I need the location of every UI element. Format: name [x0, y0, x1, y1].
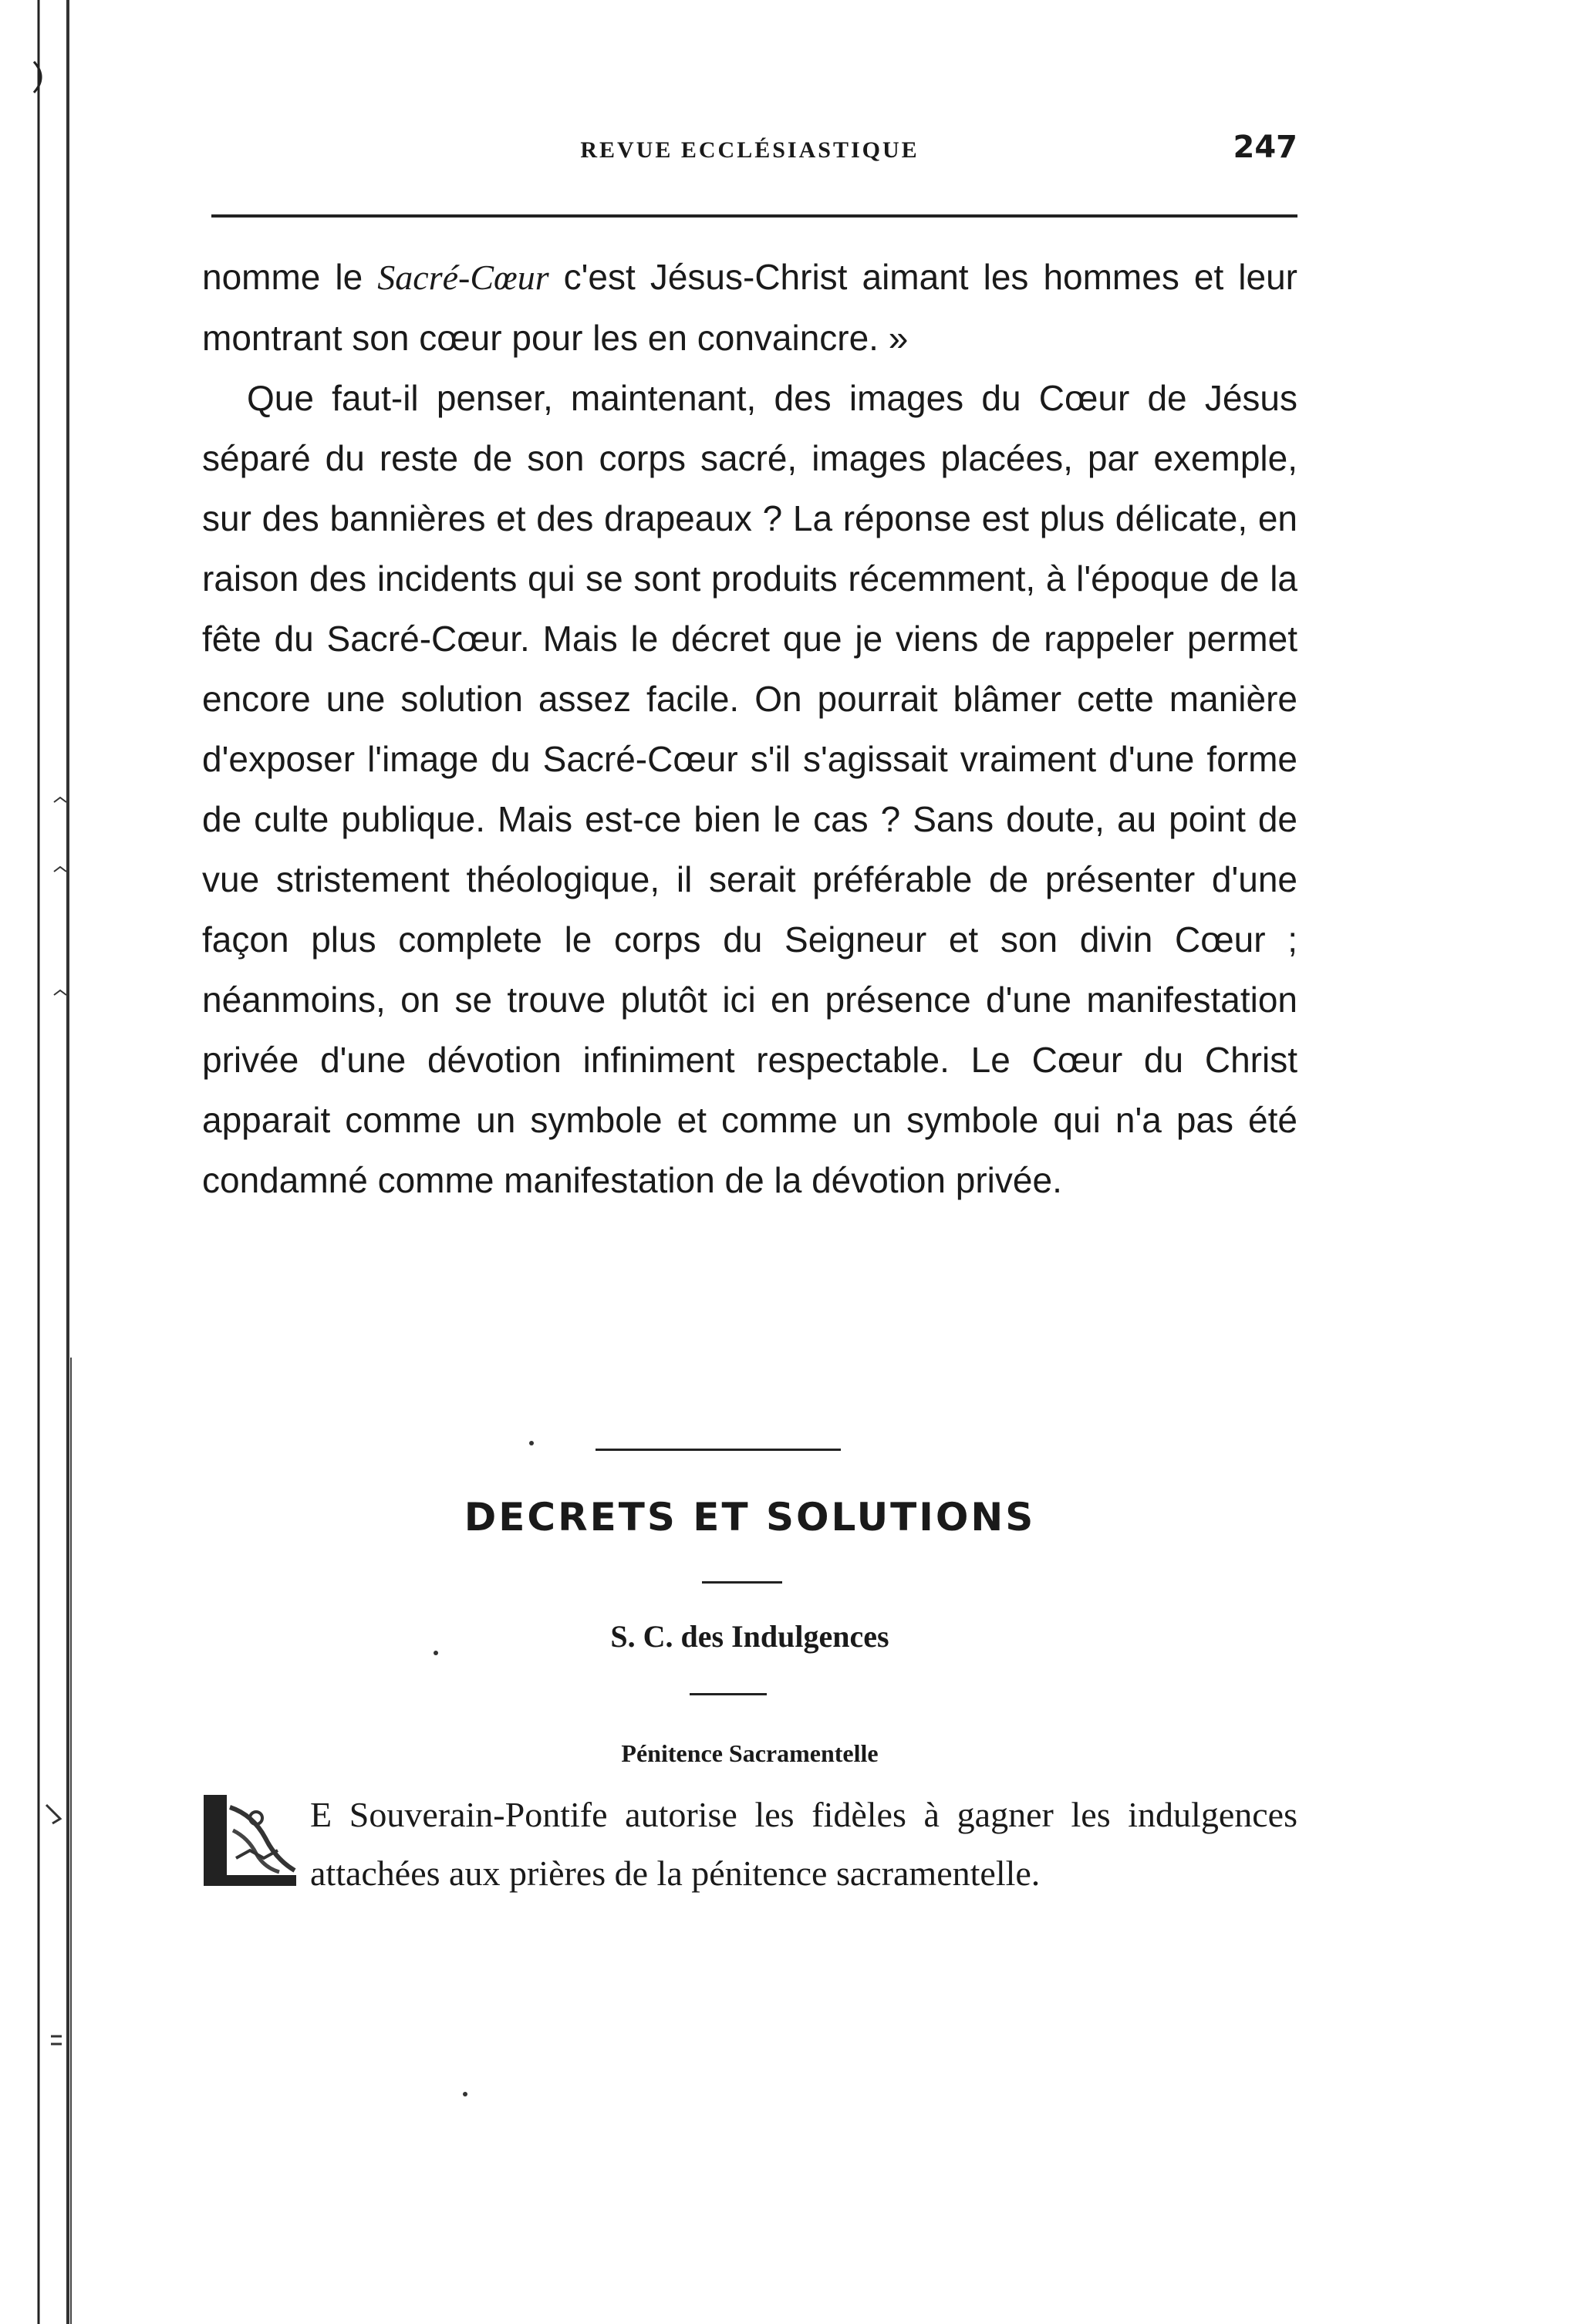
minor-title: Pénitence Sacramentelle — [621, 1739, 879, 1767]
running-title: REVUE ECCLÉSIASTIQUE — [580, 137, 919, 163]
subsection-title: S. C. des Indulgences — [610, 1619, 889, 1654]
paragraph-2: Que faut-il penser, maintenant, des images du Cœur de Jésus séparé du reste de son corps sacré, images placées, par exemple, sur des bannières et des drapeaux ? La réponse est plus délicate, en raison des incidents qui se sont produits récemment, à l'époque de la fête du Sacré-Cœur. Mais le décret que je viens de rappeler permet encore une solution assez facile. On pourrait blâmer cette manière d'exposer l'image du Sacré-Cœur s'il s'agissait vraiment d'une forme de culte publique. Mais est-ce bien le cas ? Sans doute, au point de vue stristement théologique, il serait préférable de présenter d'une façon plus complete le corps du Seigneur et son divin Cœur ; néanmoins, on se trouve plutôt ici en présence d'une manifestation privée d'une dévotion infiniment respectable. Le Cœur du Christ apparait comme un symbole et comme un symbole qui n'a pas été condamné comme manifestation de la dévotion privée. — [202, 378, 1297, 1200]
italic-term: Sacré-Cœur — [377, 258, 549, 297]
paragraph-1-end: c'est Jésus-Christ aimant les hommes et leur montrant son cœur pour les en convaincre. » — [202, 257, 1297, 358]
section-title: DECRETS ET SOLUTIONS — [464, 1495, 1036, 1540]
binding-edge — [0, 0, 85, 2324]
paragraph-1 — [202, 247, 1297, 368]
paragraph-1-start: nomme le — [202, 257, 378, 297]
ink-speck — [463, 2092, 467, 2096]
page-number: 247 — [1233, 130, 1297, 165]
page — [202, 0, 1297, 2324]
running-head — [202, 130, 1297, 176]
decree-paragraph — [202, 1786, 1297, 1903]
body-text — [202, 247, 1297, 1210]
section-short-rule — [702, 1581, 782, 1584]
section-divider-rule — [596, 1449, 841, 1451]
header-rule — [211, 214, 1297, 218]
drop-cap-ornament — [202, 1792, 302, 1892]
subsection-short-rule — [690, 1693, 767, 1695]
ink-speck — [529, 1441, 534, 1445]
decree-text: E Souverain-Pontife autorise les fidèles à gagner les indulgences attachées aux prières de la pénitence sacramentelle. — [310, 1795, 1297, 1893]
ink-speck — [434, 1651, 438, 1655]
